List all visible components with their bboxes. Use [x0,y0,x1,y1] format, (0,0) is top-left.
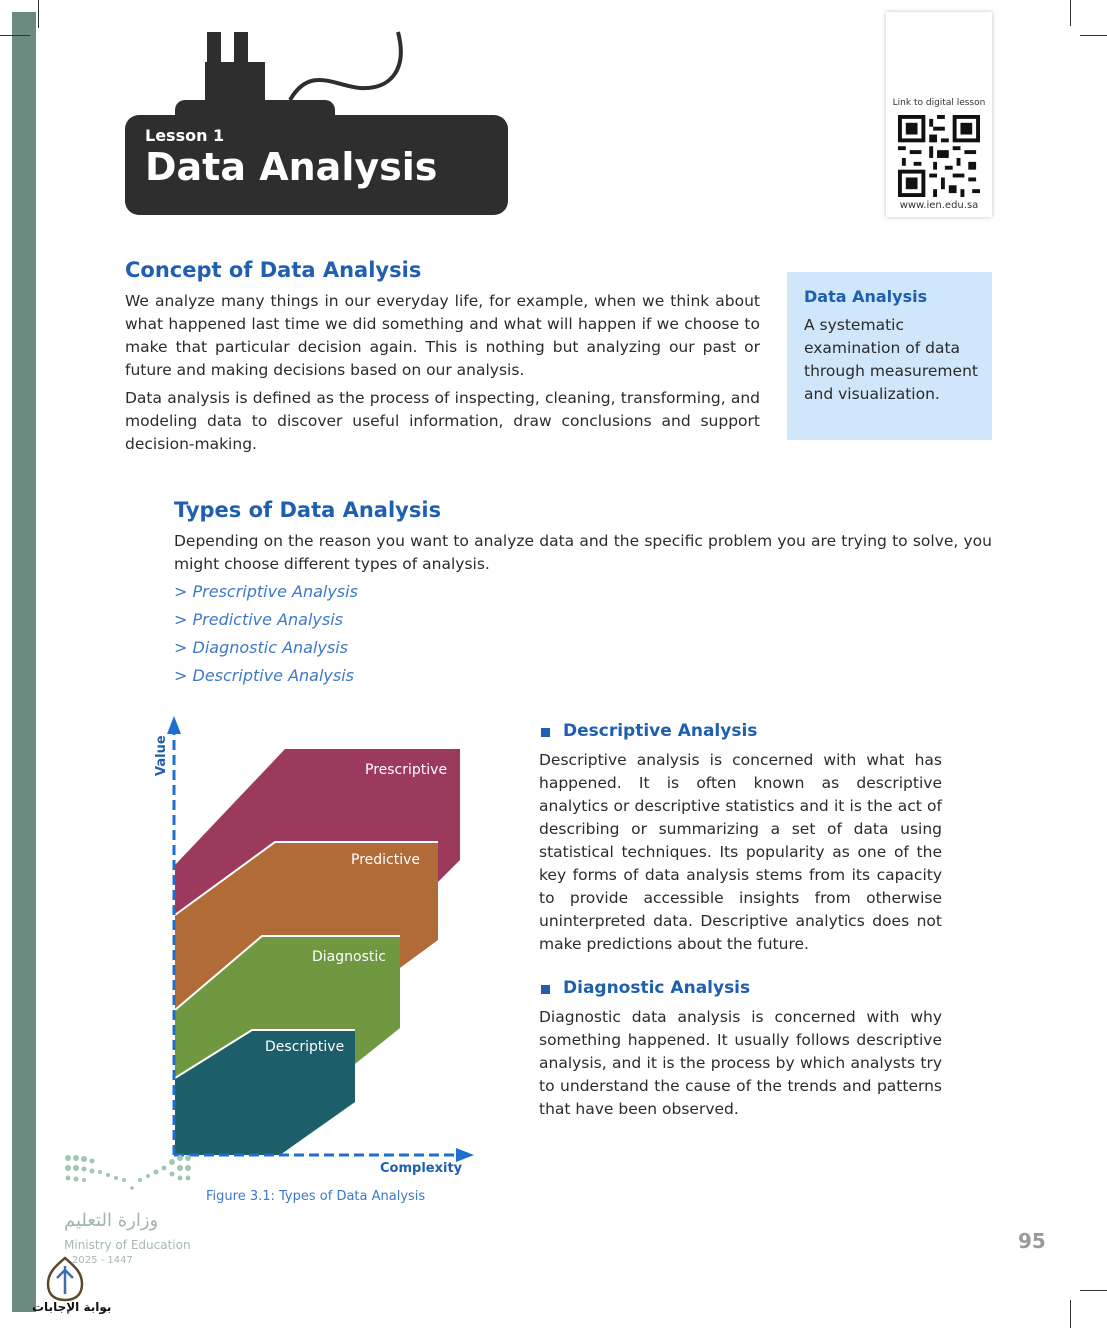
step-label: Predictive [351,852,421,868]
portal-logo-text: بوابة الإجابات [32,1300,112,1314]
crop-mark [0,35,30,36]
ministry-logo-dots [62,1150,202,1200]
concept-paragraph-1: We analyze many things in our everyday life, for example, when we think about what happened last time we did something and what will happen if we choose to make that particular decision again. This is nothing but analyzing our past or future and making decisions based on our analysis. [125,292,760,379]
y-axis-arrow-icon [167,716,181,734]
step-label: Prescriptive [365,762,448,778]
bullet-square-icon [541,728,550,737]
diagnostic-heading: Diagnostic Analysis [563,978,751,998]
qr-card[interactable] [886,12,992,217]
crop-mark [1070,1300,1071,1328]
plug-stem [205,62,265,104]
list-item[interactable]: > Predictive Analysis [174,610,343,629]
lesson-title: Data Analysis [145,145,438,189]
types-list [174,581,358,693]
types-intro: Depending on the reason you want to analyze data and the specific problem you are trying to solve, you might choose different types of analysis. [174,532,992,573]
definition-title: Data Analysis [804,287,928,306]
list-item[interactable]: > Diagnostic Analysis [174,638,349,657]
crop-mark [38,0,39,28]
list-item[interactable]: > Prescriptive Analysis [174,582,358,601]
step-label: Diagnostic [312,949,386,965]
bullet-square-icon [541,985,550,994]
list-item[interactable]: > Descriptive Analysis [174,666,355,685]
figure-caption: Figure 3.1: Types of Data Analysis [206,1189,426,1204]
page-number: 95 [1018,1229,1046,1253]
qr-label: Link to digital lesson [892,98,986,108]
crop-mark [1080,1290,1107,1291]
x-axis-label: Complexity [380,1161,463,1176]
diagnostic-text: Diagnostic data analysis is concerned with why something happened. It usually follows descriptive analysis, and it is the process by which analysts try to understand the cause of the trends and patterns that have been observed. [539,1008,942,1118]
crop-mark [1070,0,1071,26]
types-figure [140,710,485,1180]
descriptive-heading: Descriptive Analysis [563,721,758,741]
y-axis-label: Value [154,735,169,776]
crop-mark [1080,35,1107,36]
ministry-name-english: Ministry of Education [64,1238,191,1252]
plug-cable [280,30,410,110]
concept-paragraph-2: Data analysis is defined as the process of inspecting, cleaning, transforming, and modeling data to discover useful information, draw conclusions and support decision-making. [125,389,760,453]
concept-heading: Concept of Data Analysis [125,258,422,282]
x-axis-arrow-icon [456,1148,474,1162]
qr-url[interactable]: www.ien.edu.sa [899,200,979,211]
types-heading: Types of Data Analysis [174,498,442,522]
step-label: Descriptive [265,1039,345,1055]
ministry-year: 2025 - 1447 [72,1255,133,1266]
qr-code-icon[interactable] [898,115,980,197]
definition-text: A systematic examination of data through measurement and visualization. [804,316,978,403]
definition-box [787,272,992,440]
side-color-strip [12,12,36,1312]
descriptive-text: Descriptive analysis is concerned with what has happened. It is often known as descriptive analytics or descriptive statistics and it is the act of describing or summarizing a set of data using statistical techniques. Its popularity as one of the key forms of data analysis stems from its capacity to provide accessible insights from otherwise uninterpreted data. Descriptive analytics does not make predictions about the future. [539,751,942,953]
portal-logo-icon [44,1256,86,1302]
lesson-label: Lesson 1 [145,126,225,145]
ministry-name-arabic: وزارة التعليم [64,1210,159,1231]
